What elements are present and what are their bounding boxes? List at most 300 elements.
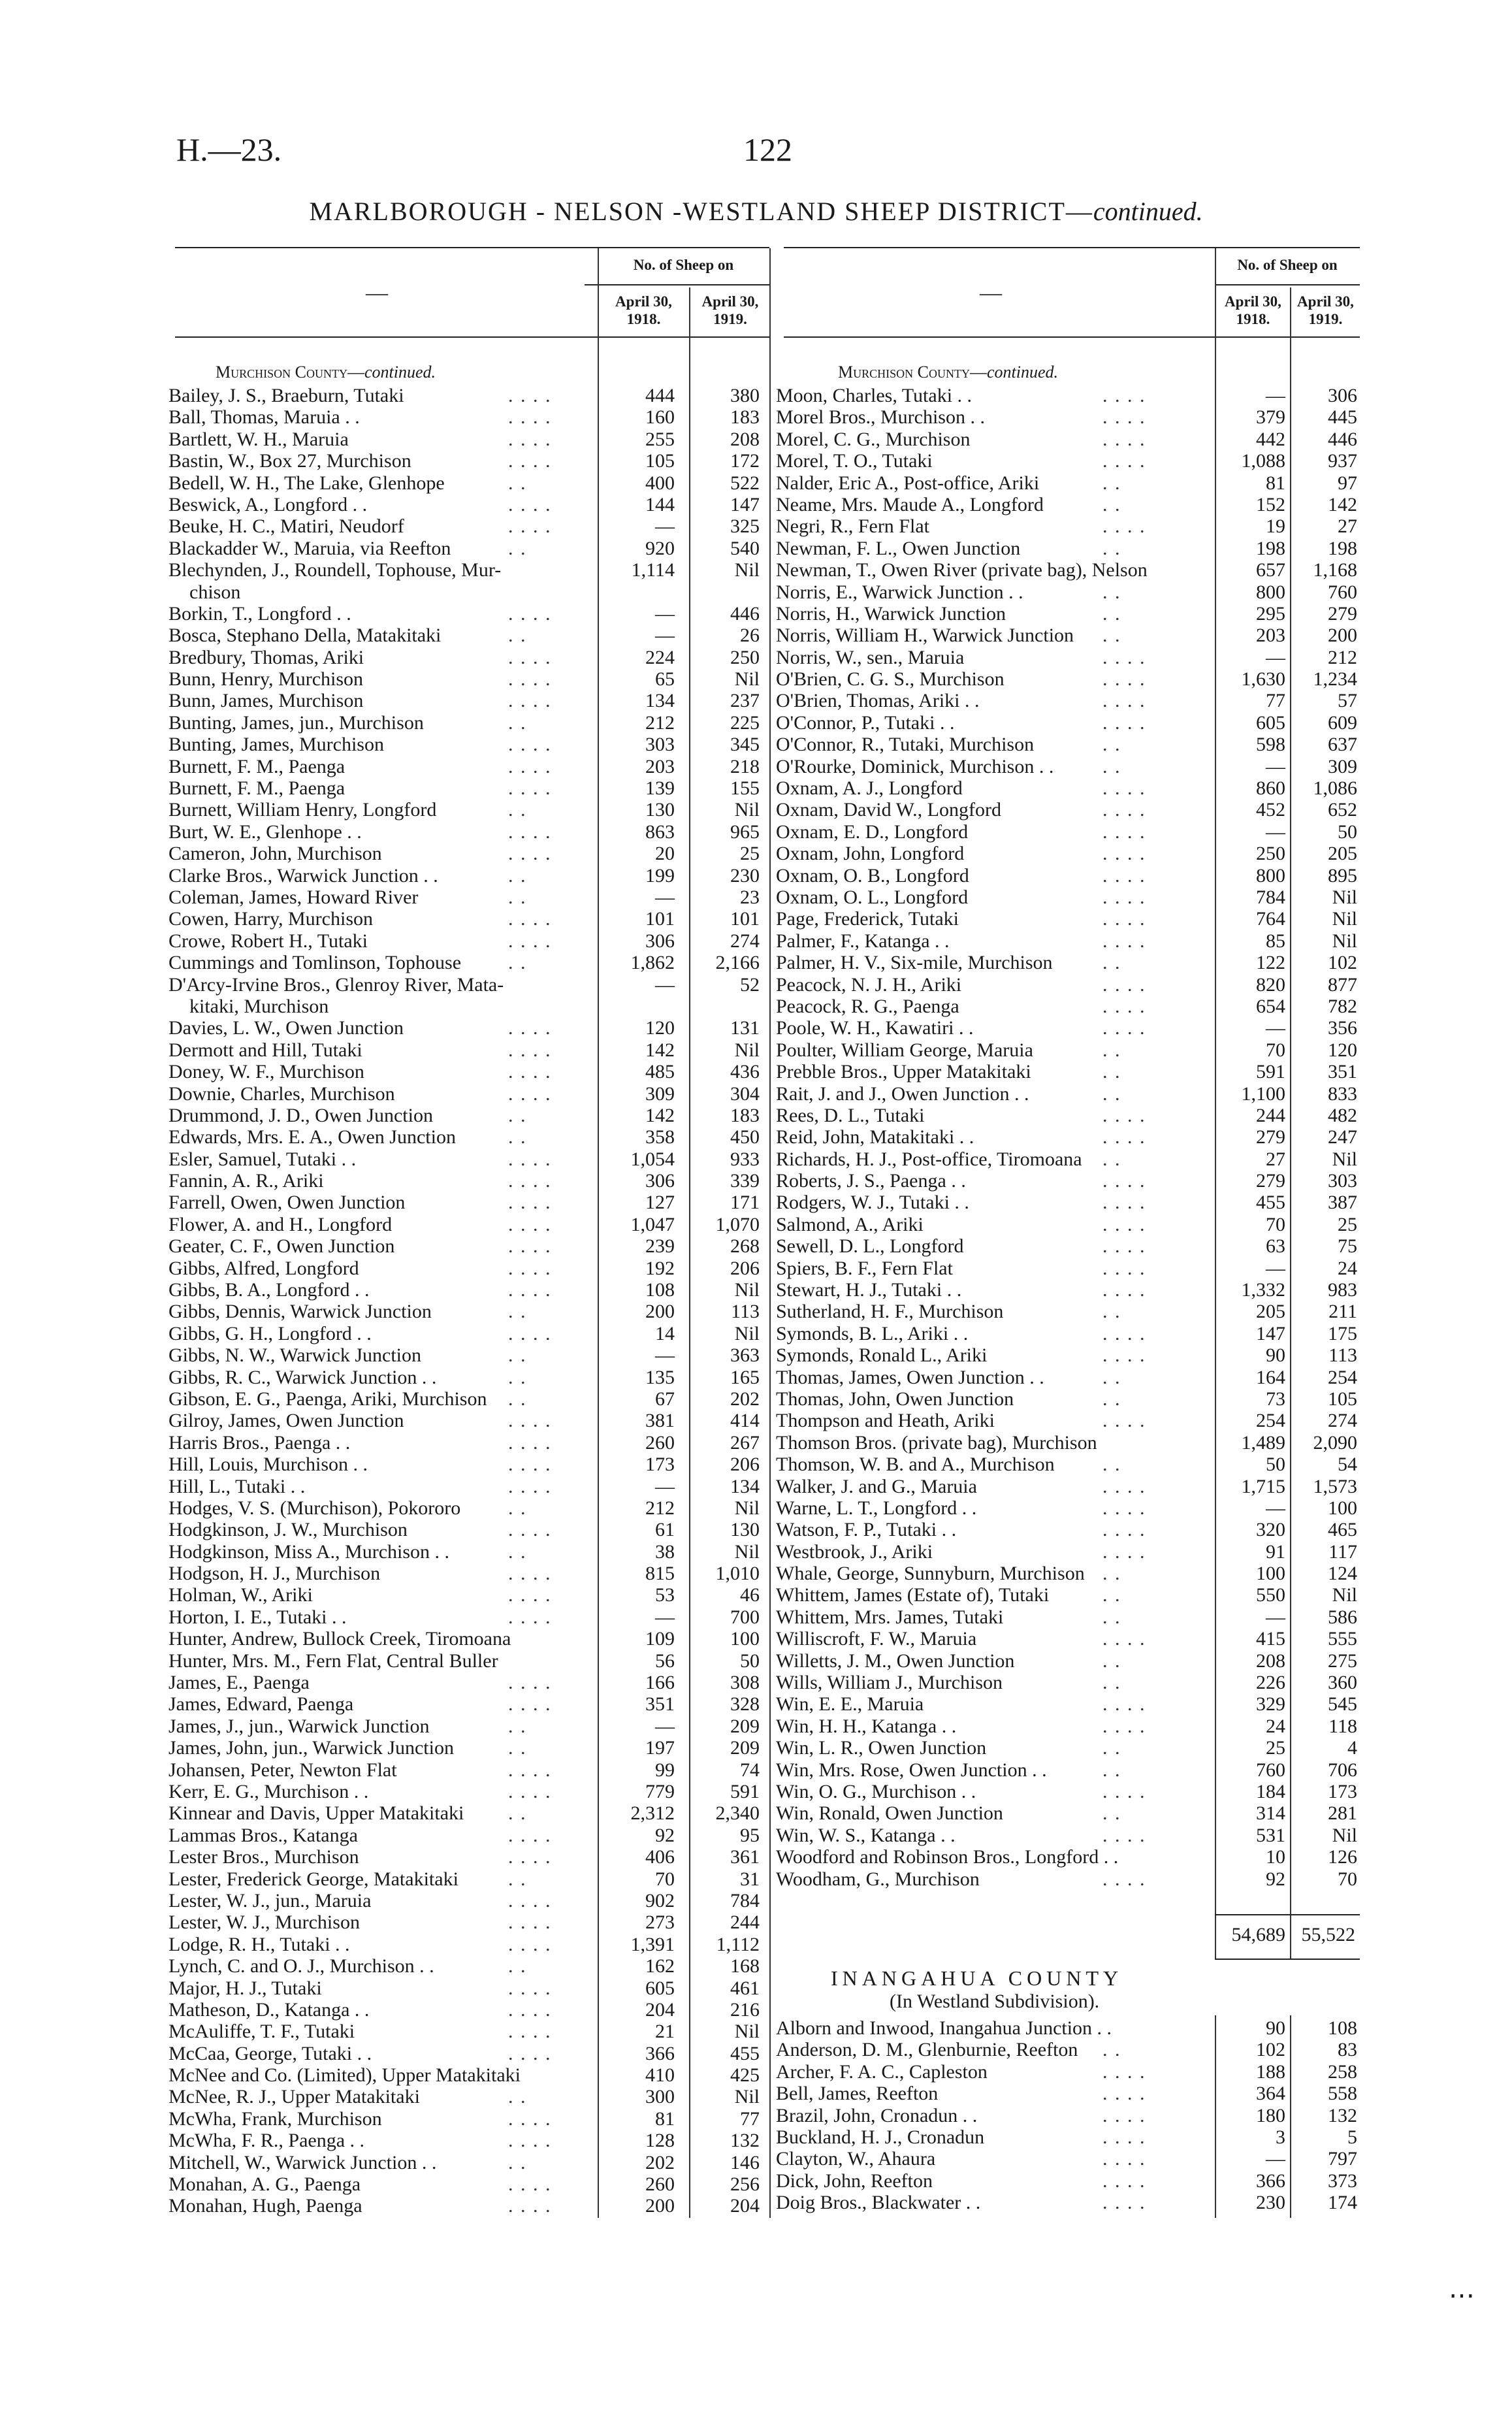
row-value-1919: 183 (730, 406, 760, 429)
row-leader-dots: . . . . (508, 602, 552, 625)
table-row (169, 908, 769, 930)
row-value-1918: 303 (645, 734, 675, 756)
table-row (776, 385, 1360, 406)
row-value-1919: Nil (734, 1039, 760, 1061)
row-name: Horton, I. E., Tutaki . . (169, 1606, 347, 1628)
row-leader-dots: . . . . (508, 1693, 552, 1716)
row-value-1918: 815 (645, 1563, 675, 1585)
table-row (776, 756, 1360, 777)
row-value-1918: 760 (1256, 1759, 1285, 1781)
row-value-1919: Nil (1332, 886, 1357, 908)
table-row (776, 581, 1360, 603)
row-name: Hunter, Mrs. M., Fern Flat, Central Buller (169, 1650, 498, 1672)
row-value-1919: 132 (730, 2130, 760, 2152)
row-value-1918: 260 (645, 2173, 675, 2196)
row-value-1918: 203 (645, 755, 675, 777)
row-value-1918: 25 (1266, 1737, 1285, 1759)
row-name: Norris, W., sen., Maruia (776, 646, 965, 668)
row-leader-dots: . . . . (1102, 886, 1146, 908)
row-name: Westbrook, J., Ariki (776, 1540, 933, 1563)
row-value-1919: 445 (1328, 406, 1357, 429)
row-value-1919: 2,340 (715, 1802, 760, 1825)
row-name: Roberts, J. S., Paenga . . (776, 1170, 966, 1192)
row-value-1919: 455 (730, 2042, 760, 2064)
row-value-1918: 142 (645, 1039, 675, 1061)
row-value-1919: 142 (1328, 493, 1357, 515)
row-value-1919: Nil (734, 1279, 760, 1301)
row-name: Lester, Frederick George, Matakitaki (169, 1868, 458, 1890)
table-row (169, 1214, 769, 1235)
row-leader-dots: . . . . (508, 1257, 552, 1279)
table-row (776, 1367, 1360, 1388)
table-row (169, 406, 769, 428)
row-leader-dots: . . . . (1102, 973, 1146, 996)
row-value-1918: 260 (645, 1431, 675, 1454)
row-leader-dots: . . . . (1102, 1126, 1146, 1148)
row-leader-dots: . . . . (508, 1192, 552, 1214)
table-row (169, 1344, 769, 1366)
row-name: Harris Bros., Paenga . . (169, 1431, 351, 1454)
row-leader-dots: . . . . (1102, 777, 1146, 800)
table-row (169, 494, 769, 515)
table-row (169, 2064, 769, 2086)
row-name: Morel, C. G., Murchison (776, 428, 971, 450)
table-row (776, 1388, 1360, 1410)
row-value-1919: 206 (730, 1454, 760, 1476)
row-name: McWha, Frank, Murchison (169, 2107, 382, 2130)
row-value-1918: 130 (645, 799, 675, 821)
row-value-1919: 175 (1328, 1322, 1357, 1344)
table-row (169, 1934, 769, 1955)
row-value-1918: 250 (1256, 843, 1285, 865)
row-value-1919: 1,168 (1313, 559, 1357, 581)
row-name: Woodham, G., Murchison (776, 1868, 980, 1890)
table-row (169, 1606, 769, 1628)
row-value-1918: — (655, 625, 675, 647)
table-row (169, 2086, 769, 2107)
row-value-1918: 135 (645, 1366, 675, 1388)
row-value-1918: 50 (1266, 1454, 1285, 1476)
row-value-1919: 113 (1328, 1344, 1357, 1367)
row-value-1918: 91 (1266, 1540, 1285, 1563)
row-value-1918: 455 (1256, 1192, 1285, 1214)
row-leader-dots: . . . . (1102, 406, 1146, 429)
row-value-1918: 452 (1256, 799, 1285, 821)
row-name: Thomson, W. B. and A., Murchison (776, 1454, 1055, 1476)
row-leader-dots: . . . . (1102, 1192, 1146, 1214)
row-name: Oxnam, O. L., Longford (776, 886, 969, 908)
row-value-1919: 361 (730, 1846, 760, 1868)
table-row (776, 1039, 1360, 1061)
row-name: Bedell, W. H., The Lake, Glenhope (169, 472, 445, 494)
row-value-1919: 204 (730, 2195, 760, 2217)
row-value-1918: 273 (645, 1911, 675, 1934)
row-leader-dots: . . . . (508, 1889, 552, 1911)
table-row (776, 2061, 1360, 2083)
row-value-1918: 128 (645, 2130, 675, 2152)
row-leader-dots: . . (1102, 734, 1121, 756)
row-name: Warne, L. T., Longford . . (776, 1497, 977, 1519)
row-value-1919: 345 (730, 734, 760, 756)
table-row (169, 2152, 769, 2173)
row-leader-dots: . . . . (1102, 515, 1146, 538)
row-value-1918: 800 (1256, 581, 1285, 603)
row-name: Symonds, Ronald L., Ariki (776, 1344, 988, 1367)
row-value-1919: Nil (734, 799, 760, 821)
row-leader-dots: . . (1102, 1366, 1121, 1388)
row-value-1918: 120 (645, 1017, 675, 1039)
row-value-1919: 706 (1328, 1759, 1357, 1781)
row-name: Kinnear and Davis, Upper Matakitaki (169, 1802, 464, 1825)
row-leader-dots: . . . . (1102, 1868, 1146, 1890)
table-row (776, 450, 1360, 472)
table-row (169, 1148, 769, 1170)
row-value-1919: 545 (1328, 1693, 1357, 1716)
row-value-1918: 820 (1256, 973, 1285, 996)
row-leader-dots: . . (1102, 1039, 1121, 1061)
row-leader-dots: . . (508, 1301, 527, 1323)
row-name: Thompson and Heath, Ariki (776, 1410, 995, 1432)
row-value-1919: 126 (1328, 1846, 1357, 1868)
row-value-1919: 373 (1328, 2170, 1357, 2192)
row-value-1918: — (1266, 1497, 1285, 1519)
row-value-1918: 38 (655, 1540, 675, 1563)
header-rule-right-sub (1215, 284, 1360, 285)
row-value-1918: 173 (645, 1454, 675, 1476)
row-value-1919: 50 (1338, 821, 1357, 843)
row-name: McNee, R. J., Upper Matakitaki (169, 2086, 420, 2108)
table-row (169, 450, 769, 472)
row-name: Bunn, Henry, Murchison (169, 668, 364, 691)
row-value-1918: 255 (645, 428, 675, 450)
row-leader-dots: . . (508, 1715, 527, 1737)
row-leader-dots: . . . . (508, 385, 552, 406)
row-value-1919: 83 (1338, 2039, 1357, 2061)
row-value-1918: — (1266, 1606, 1285, 1628)
row-value-1919: Nil (1332, 1148, 1357, 1170)
row-value-1918: 863 (645, 821, 675, 843)
row-name: Blechynden, J., Roundell, Tophouse, Mur- (169, 559, 502, 581)
row-value-1919: 108 (1328, 2017, 1357, 2039)
row-leader-dots: . . (1102, 472, 1121, 494)
row-value-1918: 485 (645, 1061, 675, 1083)
row-value-1918: 19 (1266, 515, 1285, 538)
row-value-1919: 168 (730, 1955, 760, 1977)
row-leader-dots: . . (508, 1104, 527, 1126)
row-value-1918: 295 (1256, 602, 1285, 625)
row-value-1918: 24 (1266, 1715, 1285, 1737)
row-leader-dots: . . (1102, 1082, 1121, 1105)
table-row (776, 1628, 1360, 1650)
row-name: Willetts, J. M., Owen Junction (776, 1650, 1015, 1672)
table-row (776, 1519, 1360, 1540)
row-leader-dots: . . (1102, 1584, 1121, 1606)
row-value-1918: — (1266, 755, 1285, 777)
row-name: kitaki, Murchison (189, 995, 329, 1017)
row-name: McNee and Co. (Limited), Upper Matakitaki (169, 2064, 521, 2087)
table-row (776, 712, 1360, 734)
row-leader-dots: . . (1102, 1802, 1121, 1825)
row-name: Hodgkinson, J. W., Murchison (169, 1519, 408, 1541)
row-name: Whittem, James (Estate of), Tutaki (776, 1584, 1050, 1606)
row-value-1919: Nil (1332, 930, 1357, 952)
row-name: Holman, W., Ariki (169, 1584, 313, 1606)
row-value-1919: 147 (730, 493, 760, 515)
row-value-1918: — (655, 515, 675, 538)
row-leader-dots: . . (1102, 1388, 1121, 1410)
row-value-1918: — (655, 1475, 675, 1497)
row-value-1919: 101 (730, 908, 760, 930)
row-value-1918: 300 (645, 2086, 675, 2108)
row-value-1919: 1,573 (1313, 1475, 1357, 1497)
row-value-1919: 174 (1328, 2192, 1357, 2214)
row-name: O'Rourke, Dominick, Murchison . . (776, 755, 1054, 777)
row-name: Oxnam, David W., Longford (776, 799, 1001, 821)
row-name: Bunting, James, jun., Murchison (169, 711, 424, 734)
row-leader-dots: . . . . (1102, 711, 1146, 734)
row-value-1919: 173 (1328, 1781, 1357, 1802)
row-value-1919: 274 (1328, 1410, 1357, 1432)
row-value-1919: 208 (730, 428, 760, 450)
table-row (169, 886, 769, 908)
row-value-1919: 120 (1328, 1039, 1357, 1061)
table-row (776, 1693, 1360, 1715)
table-row (169, 1693, 769, 1715)
row-value-1919: 95 (740, 1824, 760, 1846)
row-name: Bell, James, Reefton (776, 2083, 939, 2105)
table-row (169, 1388, 769, 1410)
row-value-1918: 1,114 (631, 559, 675, 581)
row-leader-dots: . . . . (508, 668, 552, 691)
table-row (169, 1868, 769, 1890)
row-leader-dots: . . (1102, 1606, 1121, 1628)
table-row (776, 668, 1360, 690)
right-col-1918-header: April 30, 1918. (1225, 293, 1281, 327)
row-value-1919: 1,086 (1313, 777, 1357, 800)
row-value-1918: — (1266, 1017, 1285, 1039)
row-value-1919: 146 (730, 2151, 760, 2173)
table-row (776, 1214, 1360, 1235)
table-row (776, 625, 1360, 646)
table-row (776, 2192, 1360, 2213)
table-row (776, 1432, 1360, 1454)
table-row (169, 472, 769, 494)
row-value-1918: 902 (645, 1889, 675, 1911)
row-name: Hill, L., Tutaki . . (169, 1475, 306, 1497)
row-leader-dots: . . (1102, 1148, 1121, 1170)
row-leader-dots: . . . . (1102, 2192, 1146, 2214)
row-value-1918: 99 (655, 1759, 675, 1781)
header-rule-left-bottom (175, 336, 769, 338)
row-value-1918: 531 (1256, 1824, 1285, 1846)
row-value-1919: 124 (1328, 1563, 1357, 1585)
row-value-1919: 275 (1328, 1650, 1357, 1672)
row-name: Brazil, John, Cronadun . . (776, 2104, 978, 2126)
row-value-1919: 937 (1328, 450, 1357, 472)
row-value-1918: 444 (645, 385, 675, 406)
row-value-1919: 983 (1328, 1279, 1357, 1301)
row-value-1919: 212 (1328, 646, 1357, 668)
row-name: Norris, William H., Warwick Junction (776, 625, 1074, 647)
table-row (776, 1737, 1360, 1759)
row-name: Richards, H. J., Post-office, Tiromoana (776, 1148, 1082, 1170)
row-name: Cameron, John, Murchison (169, 843, 382, 865)
table-row (776, 1541, 1360, 1563)
table-row (169, 515, 769, 537)
row-value-1918: 329 (1256, 1693, 1285, 1716)
row-name: McCaa, George, Tutaki . . (169, 2042, 372, 2064)
table-row (169, 647, 769, 668)
inangahua-county-subtitle: (In Westland Subdivision). (890, 1991, 1100, 2012)
table-row (169, 1911, 769, 1933)
table-row (776, 843, 1360, 864)
row-name: Win, O. G., Murchison . . (776, 1781, 976, 1802)
left-name-header: — (366, 281, 388, 305)
table-row (169, 690, 769, 711)
table-row (169, 865, 769, 886)
page-header-ref: H.—23. (176, 131, 282, 168)
row-value-1918: 27 (1266, 1148, 1285, 1170)
row-value-1919: 308 (730, 1672, 760, 1694)
row-value-1918: 764 (1256, 908, 1285, 930)
row-name: Peacock, N. J. H., Ariki (776, 973, 962, 996)
row-value-1918: 1,332 (1241, 1279, 1285, 1301)
table-row (169, 1759, 769, 1781)
row-leader-dots: . . . . (1102, 843, 1146, 865)
row-value-1919: 57 (1338, 690, 1357, 712)
row-leader-dots: . . . . (508, 1846, 552, 1868)
table-row (776, 952, 1360, 973)
row-value-1918: — (1266, 385, 1285, 406)
row-leader-dots: . . . . (508, 1410, 552, 1432)
row-leader-dots: . . . . (1102, 1824, 1146, 1846)
row-leader-dots: . . . . (508, 1563, 552, 1585)
row-leader-dots: . . . . (1102, 385, 1146, 406)
row-name: James, Edward, Paenga (169, 1693, 354, 1716)
row-leader-dots: . . . . (508, 450, 552, 472)
row-name: Win, Ronald, Owen Junction (776, 1802, 1003, 1825)
row-value-1918: 20 (655, 843, 675, 865)
row-value-1918: 134 (645, 690, 675, 712)
row-value-1918: 108 (645, 1279, 675, 1301)
table-row (776, 1279, 1360, 1301)
table-row (776, 799, 1360, 821)
row-value-1918: 605 (1256, 711, 1285, 734)
row-leader-dots: . . . . (1102, 1519, 1146, 1541)
row-value-1918: 188 (1256, 2060, 1285, 2083)
table-row (776, 1344, 1360, 1366)
table-row (169, 2130, 769, 2151)
row-value-1918: 10 (1266, 1846, 1285, 1868)
row-value-1919: 281 (1328, 1802, 1357, 1825)
row-value-1918: 379 (1256, 406, 1285, 429)
row-value-1918: 1,391 (630, 1933, 675, 1955)
row-leader-dots: . . . . (1102, 2083, 1146, 2105)
table-row (776, 429, 1360, 450)
table-row (169, 843, 769, 864)
table-row (776, 2105, 1360, 2126)
row-value-1919: 113 (731, 1301, 760, 1323)
row-value-1919: 2,166 (715, 952, 760, 974)
row-name: Hodgson, H. J., Murchison (169, 1563, 381, 1585)
table-row (776, 2126, 1360, 2148)
row-name: Lynch, C. and O. J., Murchison . . (169, 1955, 434, 1977)
table-row (776, 1061, 1360, 1082)
row-value-1919: Nil (734, 559, 760, 581)
table-row (169, 2195, 769, 2217)
row-value-1919: 70 (1338, 1868, 1357, 1890)
row-value-1918: 1,054 (630, 1148, 675, 1170)
row-leader-dots: . . . . (1102, 1235, 1146, 1258)
row-leader-dots: . . . . (1102, 1497, 1146, 1519)
table-row (169, 2108, 769, 2130)
row-name: Flower, A. and H., Longford (169, 1213, 393, 1235)
row-name: Dick, John, Reefton (776, 2170, 933, 2192)
row-name: Hodges, V. S. (Murchison), Pokororo (169, 1497, 461, 1519)
row-leader-dots: . . (1102, 952, 1121, 974)
row-leader-dots: . . . . (1102, 690, 1146, 712)
table-row (776, 1148, 1360, 1170)
row-value-1918: 70 (1266, 1039, 1285, 1061)
table-row (169, 429, 769, 450)
row-name: Blackadder W., Maruia, via Reefton (169, 537, 451, 559)
row-name: Monahan, A. G., Paenga (169, 2173, 361, 2196)
row-leader-dots: . . . . (1102, 2170, 1146, 2192)
row-value-1918: 212 (645, 711, 675, 734)
row-leader-dots: . . . . (1102, 995, 1146, 1017)
table-row (169, 996, 769, 1017)
row-name: Gibbs, R. C., Warwick Junction . . (169, 1366, 437, 1388)
row-value-1918: 1,489 (1241, 1431, 1285, 1454)
row-name: Lodge, R. H., Tutaki . . (169, 1933, 350, 1955)
row-name: James, E., Paenga (169, 1672, 310, 1694)
row-name: Lammas Bros., Katanga (169, 1824, 358, 1846)
right-sheep-header: No. of Sheep on (1237, 257, 1338, 273)
row-leader-dots: . . (508, 1344, 527, 1367)
row-value-1918: 320 (1256, 1519, 1285, 1541)
row-value-1919: 198 (1328, 537, 1357, 559)
row-leader-dots: . . (1102, 1563, 1121, 1585)
row-value-1919: Nil (1332, 1824, 1357, 1846)
table-row (169, 1977, 769, 1999)
row-leader-dots: . . (508, 1868, 527, 1890)
row-value-1919: 24 (1338, 1257, 1357, 1279)
table-row (776, 1170, 1360, 1192)
row-name: Stewart, H. J., Tutaki . . (776, 1279, 962, 1301)
row-leader-dots: . . (508, 1497, 527, 1519)
right-name-header: — (980, 281, 1002, 305)
row-value-1918: 415 (1256, 1628, 1285, 1650)
row-leader-dots: . . . . (508, 428, 552, 450)
row-value-1919: 425 (730, 2064, 760, 2087)
row-value-1919: 25 (740, 843, 760, 865)
row-leader-dots: . . (508, 537, 527, 559)
table-row (776, 2148, 1360, 2170)
row-value-1918: 208 (1256, 1650, 1285, 1672)
row-name: Oxnam, John, Longford (776, 843, 965, 865)
row-value-1918: 442 (1256, 428, 1285, 450)
table-row (776, 1192, 1360, 1213)
table-row (169, 1628, 769, 1650)
row-name: O'Connor, R., Tutaki, Murchison (776, 734, 1035, 756)
row-value-1918: 366 (1256, 2170, 1285, 2192)
row-value-1919: 450 (730, 1126, 760, 1148)
row-leader-dots: . . (508, 864, 527, 886)
row-value-1918: 164 (1256, 1366, 1285, 1388)
table-row (169, 625, 769, 646)
row-leader-dots: . . . . (1102, 1322, 1146, 1344)
table-row (776, 2083, 1360, 2104)
